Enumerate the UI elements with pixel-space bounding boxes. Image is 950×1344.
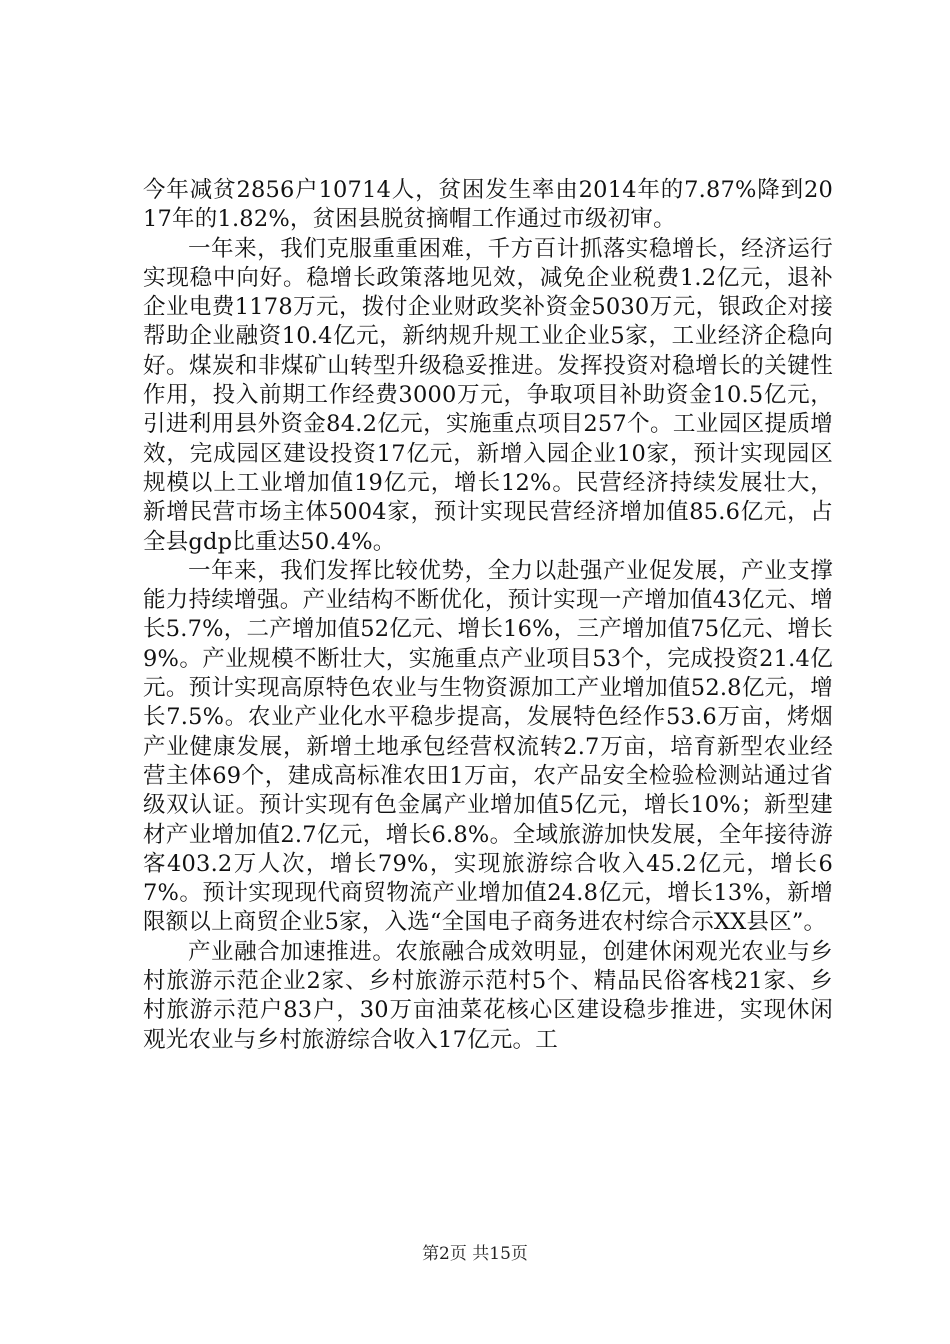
document-body [143, 176, 833, 1055]
paragraph-4: 产业融合加速推进。农旅融合成效明显，创建休闲观光农业与乡村旅游示范企业2家、乡村旅游示范村5个、精品民俗客栈21家、乡村旅游示范户83户，30万亩油菜花核心区建设稳步推进，实现休闲观光农业与乡村旅游综合收入17亿元。工 [143, 938, 833, 1053]
page-footer: 第2页 共15页 [422, 1244, 528, 1264]
paragraph-1: 今年减贫2856户10714人，贫困发生率由2014年的7.87%降到2017年的1.82%，贫困县脱贫摘帽工作通过市级初审。 [143, 177, 833, 233]
paragraph-2: 一年来，我们克服重重困难，千方百计抓落实稳增长，经济运行实现稳中向好。稳增长政策落地见效，减免企业税费1.2亿元，退补企业电费1178万元，拨付企业财政奖补资金5030万元，银政企对接帮助企业融资10.4亿元，新纳规升规工业企业5家，工业经济企稳向好。煤炭和非煤矿山转型升级稳妥推进。发挥投资对稳增长的关键性作用，投入前期工作经费3000万元，争取项目补助资金10.5亿元，引进利用县外资金84.2亿元，实施重点项目257个。工业园区提质增效，完成园区建设投资17亿元，新增入园企业10家，预计实现园区规模以上工业增加值19亿元，增长12%。民营经济持续发展壮大，新增民营市场主体5004家，预计实现民营经济增加值85.6亿元，占全县gdp比重达50.4%。 [143, 235, 833, 555]
paragraph-3: 一年来，我们发挥比较优势，全力以赴强产业促发展，产业支撑能力持续增强。产业结构不断优化，预计实现一产增加值43亿元、增长5.7%，二产增加值52亿元、增长16%，三产增加值75亿元、增长9%。产业规模不断壮大，实施重点产业项目53个，完成投资21.4亿元。预计实现高原特色农业与生物资源加工产业增加值52.8亿元，增长7.5%。农业产业化水平稳步提高，发展特色经作53.6万亩，烤烟产业健康发展，新增土地承包经营权流转2.7万亩，培育新型农业经营主体69个，建成高标准农田1万亩，农产品安全检验检测站通过省级双认证。预计实现有色金属产业增加值5亿元，增长10%；新型建材产业增加值2.7亿元，增长6.8%。全域旅游加快发展，全年接待游客403.2万人次，增长79%，实现旅游综合收入45.2亿元，增长67%。预计实现现代商贸物流产业增加值24.8亿元，增长13%，新增限额以上商贸企业5家，入选“全国电子商务进农村综合示XX县区”。 [143, 557, 833, 936]
